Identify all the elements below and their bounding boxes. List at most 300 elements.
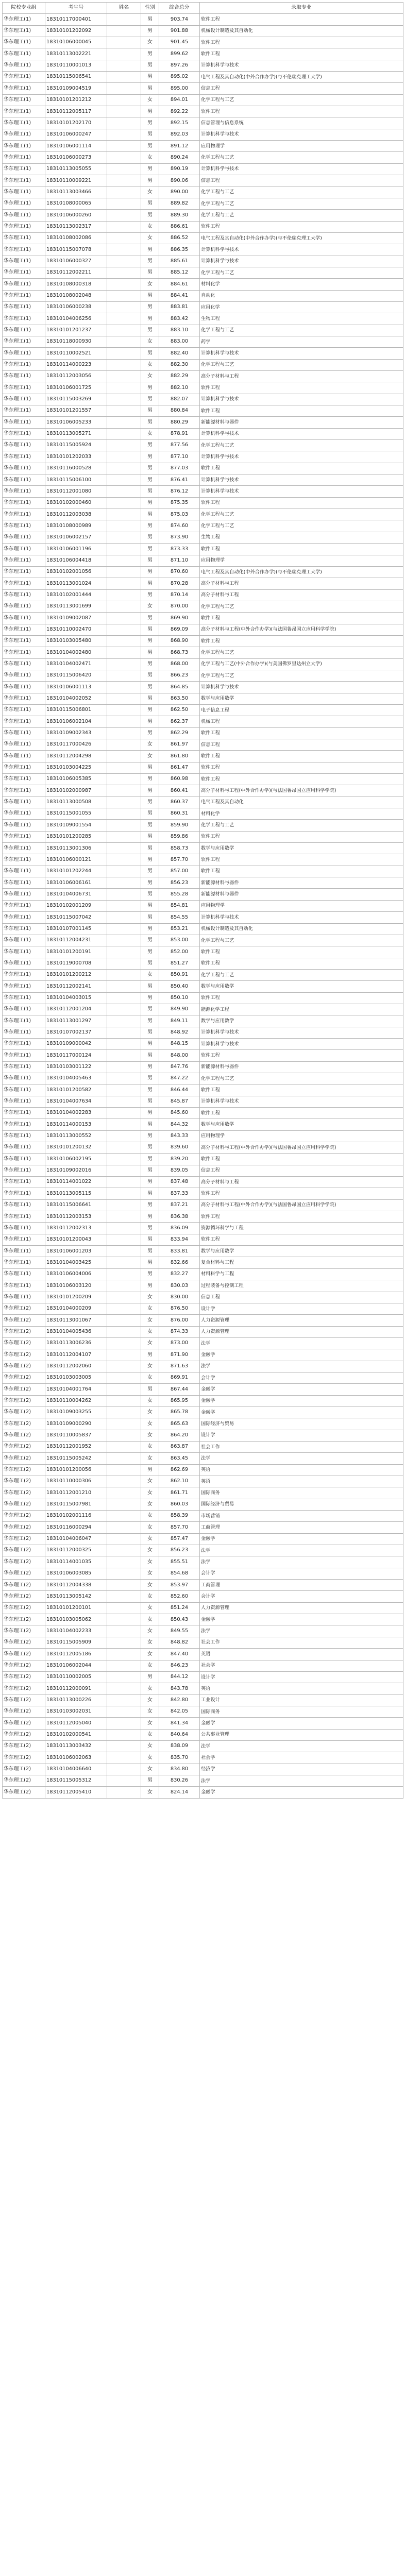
group-cell: 华东理工(1) <box>3 601 45 612</box>
score-cell: 877.56 <box>159 440 200 451</box>
name-cell <box>107 1165 141 1176</box>
exam-id-cell: 18310101200212 <box>45 969 107 980</box>
score-cell: 883.00 <box>159 336 200 347</box>
table-row <box>3 279 403 290</box>
table-row <box>3 912 403 923</box>
group-cell: 华东理工(2) <box>3 1303 45 1314</box>
score-cell: 868.90 <box>159 635 200 647</box>
gender-cell: 男 <box>141 175 159 187</box>
table-row <box>3 440 403 451</box>
name-cell <box>107 613 141 624</box>
score-cell: 886.52 <box>159 232 200 244</box>
gender-cell: 男 <box>141 866 159 877</box>
major-cell: 材料化学 <box>200 808 403 820</box>
score-cell: 840.64 <box>159 1729 200 1740</box>
major-cell: 软件工程 <box>200 221 403 232</box>
major-cell: 计算机科学与技术 <box>200 486 403 497</box>
exam-id-cell: 18310112005117 <box>45 106 107 117</box>
table-row <box>3 1775 403 1786</box>
group-cell: 华东理工(1) <box>3 394 45 405</box>
name-cell <box>107 187 141 198</box>
name-cell <box>107 831 141 842</box>
group-cell: 华东理工(2) <box>3 1361 45 1372</box>
major-cell: 市场营销 <box>200 1511 403 1522</box>
gender-cell: 男 <box>141 658 159 670</box>
score-cell: 874.60 <box>159 520 200 532</box>
group-cell: 华东理工(1) <box>3 1199 45 1211</box>
score-cell: 824.14 <box>159 1787 200 1798</box>
score-cell: 885.12 <box>159 267 200 278</box>
major-cell: 软件工程 <box>200 48 403 60</box>
gender-cell: 女 <box>141 336 159 347</box>
group-cell: 华东理工(1) <box>3 210 45 221</box>
major-cell: 化学工程与工艺 <box>200 935 403 946</box>
group-cell: 华东理工(2) <box>3 1499 45 1510</box>
name-cell <box>107 1246 141 1257</box>
table-row <box>3 72 403 83</box>
major-cell: 应用化学 <box>200 301 403 313</box>
exam-id-cell: 18310104003015 <box>45 992 107 1004</box>
table-row <box>3 1096 403 1107</box>
table-row <box>3 808 403 820</box>
score-cell: 846.23 <box>159 1660 200 1671</box>
name-cell <box>107 544 141 555</box>
exam-id-cell: 18310108002048 <box>45 290 107 301</box>
table-row <box>3 1119 403 1130</box>
table-row <box>3 1027 403 1038</box>
score-cell: 865.63 <box>159 1418 200 1430</box>
gender-cell: 男 <box>141 716 159 727</box>
score-cell: 842.80 <box>159 1694 200 1706</box>
major-cell: 法学 <box>200 1556 403 1568</box>
table-row <box>3 1211 403 1223</box>
major-cell: 化学工程与工艺 <box>200 520 403 532</box>
gender-cell: 女 <box>141 232 159 244</box>
gender-cell: 女 <box>141 1729 159 1740</box>
score-cell: 837.21 <box>159 1199 200 1211</box>
score-cell: 833.81 <box>159 1246 200 1257</box>
name-cell <box>107 774 141 785</box>
exam-id-cell: 18310112001080 <box>45 486 107 497</box>
exam-id-cell: 18310112000091 <box>45 1683 107 1694</box>
major-cell: 资源循环科学与工程 <box>200 1223 403 1234</box>
major-cell: 软件工程 <box>200 14 403 25</box>
group-cell: 华东理工(1) <box>3 152 45 163</box>
exam-id-cell: 18310109002343 <box>45 727 107 739</box>
major-cell: 化学工程与工艺 <box>200 267 403 278</box>
name-cell <box>107 1223 141 1234</box>
name-cell <box>107 256 141 267</box>
score-cell: 870.00 <box>159 601 200 612</box>
score-cell: 848.00 <box>159 1050 200 1061</box>
group-cell: 华东理工(1) <box>3 1177 45 1188</box>
exam-id-cell: 18310101200285 <box>45 831 107 842</box>
score-cell: 830.00 <box>159 1292 200 1303</box>
gender-cell: 女 <box>141 1637 159 1648</box>
table-row <box>3 1499 403 1510</box>
score-cell: 903.74 <box>159 14 200 25</box>
table-body <box>3 14 403 1798</box>
table-row <box>3 1108 403 1119</box>
score-cell: 860.03 <box>159 1499 200 1510</box>
major-cell: 信息工程 <box>200 83 403 94</box>
name-cell <box>107 555 141 566</box>
major-cell: 化学工程与工艺 <box>200 94 403 106</box>
gender-cell: 男 <box>141 1671 159 1683</box>
major-cell: 软件工程 <box>200 774 403 785</box>
score-cell: 862.29 <box>159 727 200 739</box>
exam-id-cell: 18310112001204 <box>45 1004 107 1015</box>
score-cell: 862.10 <box>159 1476 200 1487</box>
score-cell: 871.10 <box>159 555 200 566</box>
table-row <box>3 1602 403 1614</box>
exam-id-cell: 18310115006641 <box>45 1199 107 1211</box>
major-cell: 金融学 <box>200 1614 403 1625</box>
group-cell: 华东理工(1) <box>3 566 45 578</box>
major-cell: 金融学 <box>200 1406 403 1418</box>
major-cell: 会计学 <box>200 1568 403 1579</box>
major-cell: 电气工程及其自动化(中外合作办学)(与不伦瑞克理工大学) <box>200 566 403 578</box>
gender-cell: 男 <box>141 1084 159 1096</box>
name-cell <box>107 497 141 509</box>
group-cell: 华东理工(1) <box>3 1223 45 1234</box>
group-cell: 华东理工(1) <box>3 1096 45 1107</box>
gender-cell: 女 <box>141 1315 159 1326</box>
major-cell: 国际经济与贸易 <box>200 1418 403 1430</box>
score-cell: 876.50 <box>159 1303 200 1314</box>
group-cell: 华东理工(2) <box>3 1337 45 1349</box>
score-cell: 899.62 <box>159 48 200 60</box>
score-cell: 882.30 <box>159 359 200 370</box>
group-cell: 华东理工(1) <box>3 774 45 785</box>
name-cell <box>107 682 141 693</box>
major-cell: 高分子材料与工程(中外合作办学)(与法国鲁昂国立应用科学学院) <box>200 624 403 635</box>
exam-id-cell: 18310103004225 <box>45 762 107 773</box>
exam-id-cell: 18310106000045 <box>45 37 107 48</box>
gender-cell: 女 <box>141 1764 159 1775</box>
major-cell: 计算机科学与技术 <box>200 163 403 175</box>
group-cell: 华东理工(2) <box>3 1718 45 1729</box>
name-cell <box>107 1637 141 1648</box>
exam-id-cell: 18310106004418 <box>45 555 107 566</box>
group-cell: 华东理工(2) <box>3 1568 45 1579</box>
name-cell <box>107 129 141 140</box>
major-cell: 软件工程 <box>200 106 403 117</box>
name-cell <box>107 1050 141 1061</box>
score-cell: 848.82 <box>159 1637 200 1648</box>
exam-id-cell: 18310102000460 <box>45 497 107 509</box>
exam-id-cell: 18310104000209 <box>45 1303 107 1314</box>
gender-cell: 男 <box>141 440 159 451</box>
name-cell <box>107 647 141 658</box>
score-cell: 867.44 <box>159 1384 200 1395</box>
gender-cell: 女 <box>141 1683 159 1694</box>
major-cell: 计算机科学与技术 <box>200 244 403 256</box>
gender-cell: 男 <box>141 704 159 716</box>
name-cell <box>107 727 141 739</box>
group-cell: 华东理工(1) <box>3 969 45 980</box>
group-cell: 华东理工(1) <box>3 163 45 175</box>
score-cell: 868.73 <box>159 647 200 658</box>
name-cell <box>107 1257 141 1268</box>
group-cell: 华东理工(1) <box>3 301 45 313</box>
group-cell: 华东理工(2) <box>3 1787 45 1798</box>
exam-id-cell: 18310106006161 <box>45 877 107 889</box>
major-cell: 英语 <box>200 1476 403 1487</box>
exam-id-cell: 18310113000508 <box>45 796 107 808</box>
admission-table <box>2 2 403 1799</box>
group-cell: 华东理工(1) <box>3 451 45 463</box>
table-row <box>3 1061 403 1073</box>
gender-cell: 女 <box>141 1787 159 1798</box>
group-cell: 华东理工(1) <box>3 1084 45 1096</box>
gender-cell: 女 <box>141 1522 159 1533</box>
gender-cell: 男 <box>141 497 159 509</box>
exam-id-cell: 18310102000541 <box>45 1729 107 1740</box>
major-cell: 过程装备与控制工程 <box>200 1280 403 1292</box>
name-cell <box>107 1119 141 1130</box>
table-row <box>3 843 403 854</box>
exam-id-cell: 18310104001764 <box>45 1384 107 1395</box>
exam-id-cell: 18310106000238 <box>45 301 107 313</box>
name-cell <box>107 969 141 980</box>
major-cell: 英语 <box>200 1649 403 1660</box>
group-cell: 华东理工(1) <box>3 256 45 267</box>
gender-cell: 女 <box>141 1499 159 1510</box>
group-cell: 华东理工(1) <box>3 1108 45 1119</box>
gender-cell: 男 <box>141 578 159 589</box>
major-cell: 软件工程 <box>200 727 403 739</box>
table-row <box>3 141 403 152</box>
gender-cell: 男 <box>141 958 159 969</box>
name-cell <box>107 900 141 911</box>
group-cell: 华东理工(2) <box>3 1637 45 1648</box>
score-cell: 890.24 <box>159 152 200 163</box>
table-row <box>3 1614 403 1625</box>
score-cell: 882.40 <box>159 348 200 359</box>
major-cell: 软件工程 <box>200 544 403 555</box>
group-cell: 华东理工(1) <box>3 14 45 25</box>
score-cell: 864.85 <box>159 682 200 693</box>
gender-cell: 男 <box>141 1268 159 1280</box>
major-cell: 信息工程 <box>200 1292 403 1303</box>
exam-id-cell: 18310117000124 <box>45 1050 107 1061</box>
exam-id-cell: 18310112002211 <box>45 267 107 278</box>
table-row <box>3 14 403 25</box>
major-cell: 软件工程 <box>200 1234 403 1245</box>
score-cell: 882.29 <box>159 371 200 382</box>
table-row <box>3 785 403 796</box>
gender-cell: 男 <box>141 900 159 911</box>
major-cell: 金融学 <box>200 1395 403 1406</box>
major-cell: 机械设计制造及其自动化 <box>200 923 403 935</box>
group-cell: 华东理工(1) <box>3 935 45 946</box>
major-cell: 应用物理学 <box>200 141 403 152</box>
gender-cell: 男 <box>141 1096 159 1107</box>
name-cell <box>107 163 141 175</box>
gender-cell: 男 <box>141 72 159 83</box>
group-cell: 华东理工(1) <box>3 762 45 773</box>
major-cell: 药学 <box>200 336 403 347</box>
group-cell: 华东理工(2) <box>3 1660 45 1671</box>
group-cell: 华东理工(2) <box>3 1441 45 1452</box>
header-major: 录取专业 <box>200 3 403 14</box>
group-cell: 华东理工(1) <box>3 94 45 106</box>
score-cell: 892.15 <box>159 117 200 129</box>
major-cell: 数学与应用数学 <box>200 1246 403 1257</box>
gender-cell: 男 <box>141 670 159 681</box>
major-cell: 高分子材料与工程 <box>200 578 403 589</box>
gender-cell: 男 <box>141 589 159 601</box>
name-cell <box>107 94 141 106</box>
table-row <box>3 1177 403 1188</box>
group-cell: 华东理工(2) <box>3 1464 45 1476</box>
major-cell: 化学工程与工艺 <box>200 359 403 370</box>
table-row <box>3 290 403 301</box>
group-cell: 华东理工(1) <box>3 129 45 140</box>
table-row <box>3 566 403 578</box>
table-row <box>3 256 403 267</box>
table-row <box>3 555 403 566</box>
major-cell: 化学工程与工艺 <box>200 187 403 198</box>
group-cell: 华东理工(1) <box>3 463 45 474</box>
gender-cell: 男 <box>141 682 159 693</box>
name-cell <box>107 1061 141 1073</box>
table-row <box>3 1591 403 1602</box>
major-cell: 设计学 <box>200 1671 403 1683</box>
gender-cell: 男 <box>141 1199 159 1211</box>
table-row <box>3 1649 403 1660</box>
table-row <box>3 992 403 1004</box>
exam-id-cell: 18310112004231 <box>45 935 107 946</box>
group-cell: 华东理工(1) <box>3 682 45 693</box>
score-cell: 861.80 <box>159 751 200 762</box>
gender-cell: 男 <box>141 83 159 94</box>
name-cell <box>107 371 141 382</box>
name-cell <box>107 1545 141 1556</box>
major-cell: 复合材料与工程 <box>200 1257 403 1268</box>
exam-id-cell: 18310106000247 <box>45 129 107 140</box>
major-cell: 应用物理学 <box>200 1130 403 1142</box>
score-cell: 845.60 <box>159 1108 200 1119</box>
exam-id-cell: 18310110002521 <box>45 348 107 359</box>
score-cell: 884.41 <box>159 290 200 301</box>
group-cell: 华东理工(1) <box>3 106 45 117</box>
gender-cell: 男 <box>141 1188 159 1199</box>
name-cell <box>107 1752 141 1764</box>
group-cell: 华东理工(1) <box>3 1234 45 1245</box>
score-cell: 855.28 <box>159 889 200 900</box>
score-cell: 876.12 <box>159 486 200 497</box>
table-row <box>3 60 403 71</box>
name-cell <box>107 1533 141 1545</box>
major-cell: 软件工程 <box>200 1050 403 1061</box>
exam-id-cell: 18310106001114 <box>45 141 107 152</box>
major-cell: 计算机科学与技术 <box>200 256 403 267</box>
table-row <box>3 371 403 382</box>
score-cell: 850.10 <box>159 992 200 1004</box>
table-row <box>3 348 403 359</box>
name-cell <box>107 946 141 958</box>
name-cell <box>107 1499 141 1510</box>
exam-id-cell: 18310106005385 <box>45 774 107 785</box>
gender-cell: 女 <box>141 1706 159 1717</box>
name-cell <box>107 1234 141 1245</box>
exam-id-cell: 18310106002063 <box>45 1752 107 1764</box>
exam-id-cell: 18310113002317 <box>45 221 107 232</box>
name-cell <box>107 221 141 232</box>
major-cell: 计算机科学与技术 <box>200 60 403 71</box>
name-cell <box>107 1108 141 1119</box>
table-row <box>3 1303 403 1314</box>
table-row <box>3 520 403 532</box>
score-cell: 890.06 <box>159 175 200 187</box>
name-cell <box>107 325 141 336</box>
major-cell: 应用物理学 <box>200 555 403 566</box>
table-row <box>3 1246 403 1257</box>
table-row <box>3 394 403 405</box>
group-cell: 华东理工(2) <box>3 1740 45 1752</box>
group-cell: 华东理工(2) <box>3 1430 45 1441</box>
name-cell <box>107 1775 141 1786</box>
major-cell: 化学工程与工艺 <box>200 1073 403 1084</box>
table-row <box>3 1384 403 1395</box>
score-cell: 854.81 <box>159 900 200 911</box>
score-cell: 860.31 <box>159 808 200 820</box>
gender-cell: 男 <box>141 820 159 831</box>
gender-cell: 男 <box>141 624 159 635</box>
score-cell: 870.28 <box>159 578 200 589</box>
gender-cell: 男 <box>141 405 159 417</box>
gender-cell: 男 <box>141 325 159 336</box>
gender-cell: 男 <box>141 1165 159 1176</box>
name-cell <box>107 1188 141 1199</box>
name-cell <box>107 382 141 394</box>
name-cell <box>107 1464 141 1476</box>
major-cell: 高分子材料与工程(中外合作办学)(与法国鲁昂国立应用科学学院) <box>200 1199 403 1211</box>
table-row <box>3 1533 403 1545</box>
exam-id-cell: 18310110002470 <box>45 624 107 635</box>
score-cell: 860.41 <box>159 785 200 796</box>
major-cell: 计算机科学与技术 <box>200 1096 403 1107</box>
group-cell: 华东理工(1) <box>3 117 45 129</box>
score-cell: 832.66 <box>159 1257 200 1268</box>
name-cell <box>107 1395 141 1406</box>
gender-cell: 男 <box>141 693 159 704</box>
header-name: 姓名 <box>107 3 141 14</box>
major-cell: 软件工程 <box>200 497 403 509</box>
table-row <box>3 1718 403 1729</box>
gender-cell: 男 <box>141 1073 159 1084</box>
table-row <box>3 313 403 325</box>
group-cell: 华东理工(1) <box>3 670 45 681</box>
score-cell: 868.00 <box>159 658 200 670</box>
major-cell: 计算机科学与技术 <box>200 1038 403 1049</box>
group-cell: 华东理工(2) <box>3 1764 45 1775</box>
exam-id-cell: 18310115007042 <box>45 912 107 923</box>
group-cell: 华东理工(1) <box>3 221 45 232</box>
group-cell: 华东理工(1) <box>3 808 45 820</box>
table-row <box>3 1154 403 1165</box>
table-row <box>3 175 403 187</box>
major-cell: 金融学 <box>200 1533 403 1545</box>
score-cell: 857.00 <box>159 866 200 877</box>
name-cell <box>107 1764 141 1775</box>
gender-cell: 女 <box>141 1740 159 1752</box>
exam-id-cell: 18310109001554 <box>45 820 107 831</box>
name-cell <box>107 1671 141 1683</box>
name-cell <box>107 693 141 704</box>
